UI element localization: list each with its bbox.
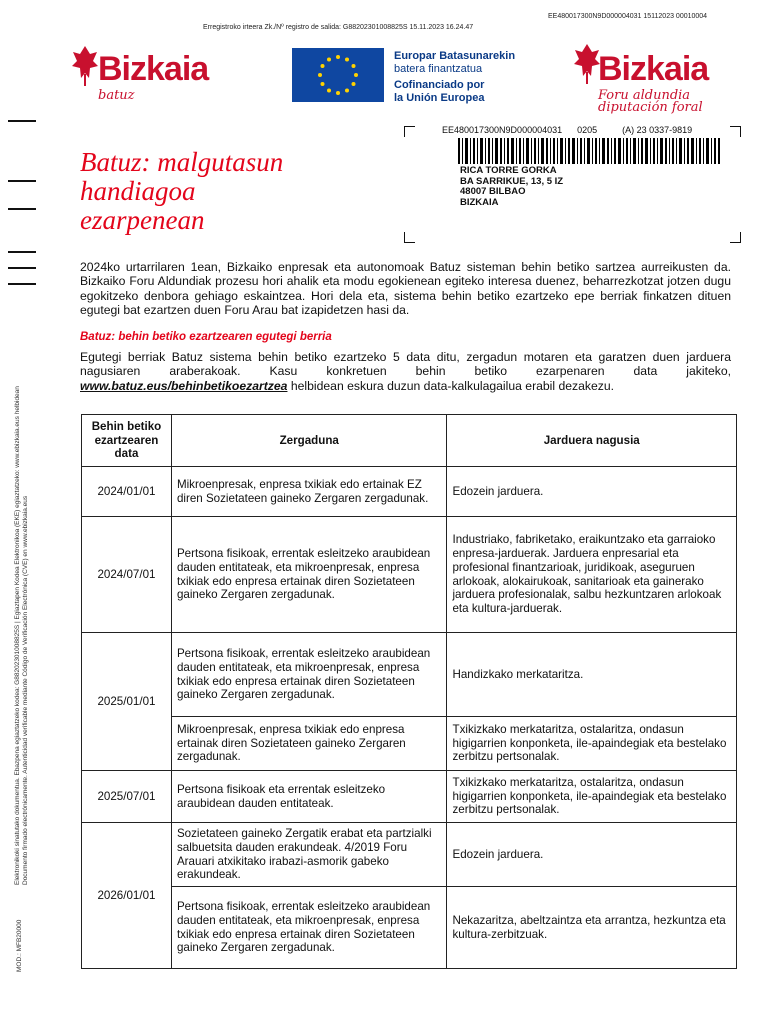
window-corner (404, 232, 415, 243)
verification-text-1: Elektronikoki sinatutako dokumentua. Ebazpena egiaztatzeko kodea: G88202301008825S | Egiaztapen Kodea Elektronikoa (EKE) egiaztatzeko: www.ebizkaia.eus helbidean (14, 386, 21, 885)
logo-right-sub1: Foru aldundia (598, 88, 691, 103)
window-corner (730, 232, 741, 243)
fold-mark (8, 251, 36, 253)
window-corner (730, 126, 741, 137)
fold-mark (8, 180, 36, 182)
calendar-subheading: Batuz: behin betiko ezartzearen egutegi berria (80, 331, 332, 343)
table-row (82, 823, 737, 887)
bizkaia-foru-aldundia-logo (574, 40, 744, 115)
fold-mark (8, 267, 36, 269)
row-activity: Txikizkako merkataritza, ostalaritza, ondasun higigarrien konponketa, ile-apaindegiak eta bestelako zerbitzu pertsonalak. (447, 717, 737, 771)
registry-line: Erregistroko irteera Zk./Nº registro de salida: G88202301008825S 15.11.2023 16.24.47 (203, 24, 474, 31)
row-taxpayer: Pertsona fisikoak, errentak esleitzeko araubidean dauden entitateak, eta mikroenpresak, enpresa txikiak edo enpresa ertainak diren Sozietateen gaineko Zergaren zergadunak. (171, 633, 447, 717)
eu-line-4: la Unión Europea (394, 92, 485, 104)
calculator-link[interactable]: www.batuz.eus/behinbetikoezartzea (80, 378, 288, 393)
verification-text-2: Documento firmado electrónicamente. Autenticidad verificable mediante Código de Verificación Electrónica (CVE) en www.ebizkaia.eus (22, 495, 29, 885)
title-line-2: handiagoa (80, 176, 196, 206)
header-date: Behin betiko ezartzearen data (82, 415, 172, 467)
row-activity: Edozein jarduera. (447, 467, 737, 517)
table-header-row (82, 415, 737, 467)
page-title (80, 148, 283, 235)
table-row (82, 771, 737, 823)
recipient-address (460, 166, 563, 208)
row-taxpayer: Pertsona fisikoak, errentak esleitzeko araubidean dauden entitateak, eta mikroenpresak, enpresa txikiak edo enpresa ertainak diren Sozietateen gaineko Zergaren zergadunak. (171, 887, 447, 969)
row-date: 2024/07/01 (82, 517, 172, 633)
body-text-2: helbidean eskura duzun data-kalkulagailua erabil dezakezu. (287, 378, 615, 393)
address-line-1: RICA TORRE GORKA (460, 165, 557, 176)
header-activity: Jarduera nagusia (447, 415, 737, 467)
row-activity: Txikizkako merkataritza, ostalaritza, ondasun higigarrien konponketa, ile-apaindegiak eta bestelako zerbitzu pertsonalak. (447, 771, 737, 823)
logo-left-sub: batuz (98, 88, 135, 103)
row-date: 2026/01/01 (82, 823, 172, 969)
row-taxpayer: Pertsona fisikoak eta errentak esleitzeko araubidean dauden entitateak. (171, 771, 447, 823)
title-line-3: ezarpenean (80, 205, 205, 235)
address-line-2: BA SARRIKUE, 13, 5 IZ (460, 175, 564, 187)
logo-left-word: Bizkaia (98, 50, 209, 88)
row-activity: Nekazaritza, abeltzaintza eta arrantza, hezkuntza eta kultura-zerbitzuak. (447, 887, 737, 969)
barcode (458, 138, 720, 164)
leaf-icon (574, 44, 600, 84)
logo-right-word: Bizkaia (598, 50, 709, 88)
eu-line-2: batera finantzatua (394, 63, 483, 75)
row-taxpayer: Mikroenpresak, enpresa txikiak edo enpresa ertainak diren Sozietateen gaineko Zergaren zergadunak. (171, 717, 447, 771)
bizkaia-batuz-logo (72, 42, 232, 104)
row-taxpayer: Pertsona fisikoak, errentak esleitzeko araubidean dauden entitateak, eta mikroenpresak, enpresa txikiak edo enpresa ertainak diren Sozietateen gaineko Zergaren zergadunak. (171, 517, 447, 633)
model-code: MOD.: MFB20000 (16, 919, 23, 972)
body-paragraph (80, 350, 731, 393)
table-row (82, 467, 737, 517)
header-taxpayer: Zergaduna (171, 415, 447, 467)
row-date: 2025/07/01 (82, 771, 172, 823)
row-taxpayer: Sozietateen gaineko Zergatik erabat eta partzialki salbuetsita dauden erakundeak. 4/2019 Foru Arauari atxikitako irabazi-asmorik gabeko erakundeak. (171, 823, 447, 887)
leaf-icon (72, 46, 98, 86)
eu-stars-icon (292, 48, 384, 102)
table-row (82, 887, 737, 969)
table-row (82, 517, 737, 633)
intro-paragraph: 2024ko urtarrilaren 1ean, Bizkaiko enpresak eta autonomoak Batuz sisteman behin betiko sartzea aurreikusten da. Bizkaiko Foru Aldundiak prozesu hori ahalik eta modu egokienean egiteko interesa duenez, beharrezkotzat jotzen dugu egokitzeko denbora gehiago eskaintzea. Hori dela eta, sistema behin betiko ezartzeko epe berriak finkatzen dituen egutegi bat ezartzen duen Foru Arau bat izapidetzen hasi da. (80, 260, 731, 318)
address-line-4: BIZKAIA (460, 196, 499, 208)
fold-mark (8, 208, 36, 210)
eu-line-3: Cofinanciado por (394, 79, 485, 91)
fold-mark (8, 283, 36, 285)
row-activity: Edozein jarduera. (447, 823, 737, 887)
window-corner (404, 126, 415, 137)
eu-flag (292, 48, 384, 102)
implementation-calendar-table (81, 414, 737, 969)
row-activity: Handizkako merkataritza. (447, 633, 737, 717)
body-text-1: Egutegi berriak Batuz sistema behin betiko ezartzeko 5 data ditu, zergadun motaren eta garatzen duen jarduera nagusiaren araberakoak. Kasu konkretuen behin betiko ezarpenaren data jakiteko, (80, 350, 731, 379)
table-row (82, 717, 737, 771)
table-row (82, 633, 737, 717)
address-line-3: 48007 BILBAO (460, 186, 526, 197)
row-date: 2025/01/01 (82, 633, 172, 771)
row-date: 2024/01/01 (82, 467, 172, 517)
logo-right-sub2: diputación foral (598, 100, 703, 115)
row-activity: Industriako, fabriketako, eraikuntzako eta garraioko enpresa-jarduerak. Jarduera enpresarial eta profesional finantzarioak, juridikoak, aseguruen arlokoak, alokairukoak, sanitarioak eta gainerako jarduera profesionalak, salbu hezkuntzaren arlokoak eta kultura-jarduerak. (447, 517, 737, 633)
eu-funding-text (394, 50, 515, 105)
row-taxpayer: Mikroenpresak, enpresa txikiak edo ertainak EZ diren Sozietateen gaineko Zergaren zergadunak. (171, 467, 447, 517)
title-line-1: Batuz: malgutasun (80, 147, 284, 177)
document-code: EE480017300N9D000004031 15112023 00010004 (548, 13, 708, 20)
eu-line-1: Europar Batasunarekin (394, 50, 516, 62)
address-code-line: EE480017300N9D000004031 0205 (A) 23 0337-9819 (442, 125, 693, 135)
fold-mark (8, 120, 36, 122)
